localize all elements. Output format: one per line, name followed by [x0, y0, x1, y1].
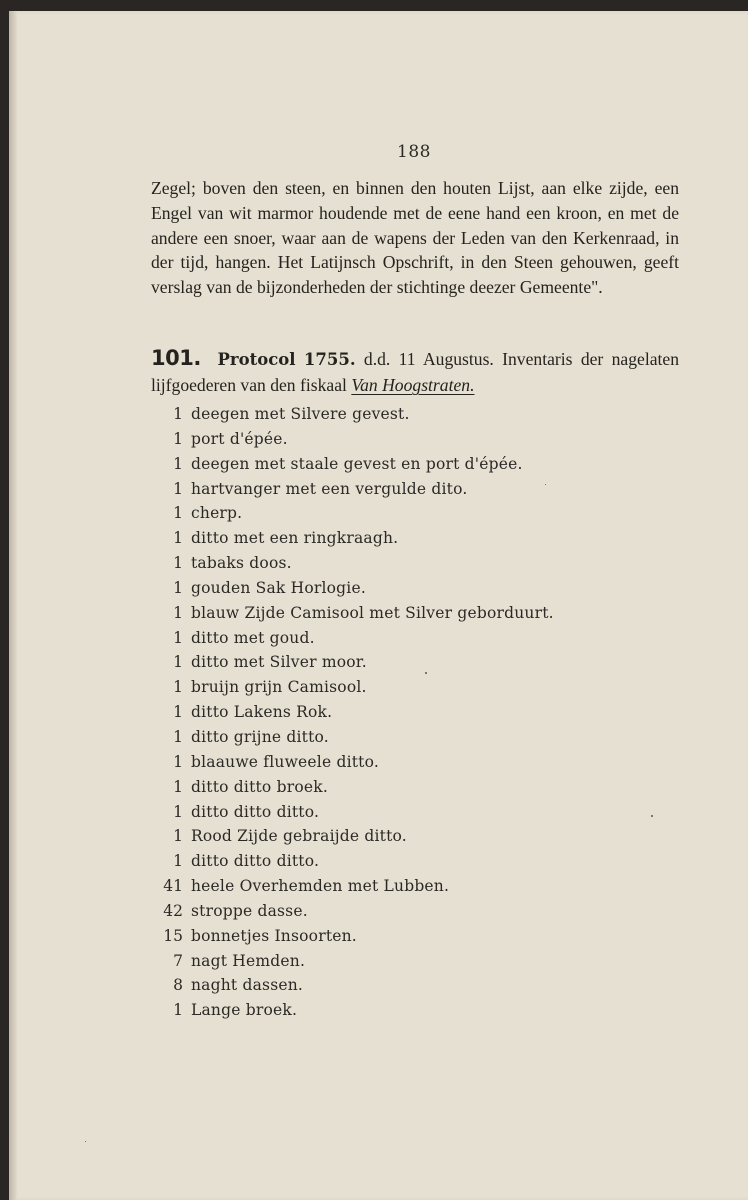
inventory-quantity: 1 — [173, 752, 183, 771]
inventory-description: gouden Sak Horlogie. — [191, 578, 366, 597]
protocol-year: 1755. — [303, 350, 356, 369]
inventory-description: Lange broek. — [191, 1001, 298, 1020]
inventory-description: port d'épée. — [191, 429, 288, 448]
inventory-description: ditto Lakens Rok. — [191, 703, 333, 722]
paper-speck — [425, 672, 427, 674]
inventory-item — [151, 626, 679, 651]
inventory-quantity: 1 — [173, 405, 183, 423]
inventory-item — [151, 824, 679, 849]
inventory-item — [151, 949, 679, 974]
inventory-quantity: 1 — [173, 454, 183, 473]
inventory-description: ditto met Silver moor. — [191, 653, 367, 672]
paper-speck — [545, 484, 546, 485]
inventory-item — [151, 725, 679, 750]
inventory-description: Rood Zijde gebraijde ditto. — [191, 827, 407, 846]
inventory-item — [151, 501, 679, 526]
inventory-description: blaauwe fluweele ditto. — [191, 752, 379, 771]
inventory-description: ditto ditto ditto. — [191, 802, 320, 821]
inventory-description: tabaks doos. — [191, 554, 292, 573]
inventory-item — [151, 477, 679, 502]
inventory-item — [151, 452, 679, 477]
inventory-item — [151, 775, 679, 800]
inventory-item — [151, 427, 679, 452]
inventory-description: ditto ditto broek. — [191, 777, 328, 796]
inventory-quantity: 41 — [163, 877, 183, 896]
section-text: d.d. 11 Augustus. Inventaris der nagelaten lijfgoederen van den fiskaal — [151, 349, 680, 395]
inventory-description: nagt Hemden. — [191, 951, 306, 970]
inventory-item — [151, 402, 679, 427]
inventory-item — [151, 849, 679, 874]
inventory-item — [151, 650, 679, 675]
inventory-quantity: 1 — [173, 578, 183, 597]
inventory-item — [151, 899, 679, 924]
inventory-description: ditto met goud. — [191, 628, 315, 647]
paper-speck — [85, 1141, 86, 1142]
inventory-item — [151, 750, 679, 775]
inventory-quantity: 7 — [173, 951, 183, 970]
inventory-item — [151, 526, 679, 551]
inventory-quantity: 1 — [173, 827, 183, 846]
inventory-description: deegen met staale gevest en port d'épée. — [191, 454, 523, 473]
inventory-description: bonnetjes Insoorten. — [191, 926, 357, 945]
inventory-quantity: 1 — [173, 504, 183, 523]
inventory-quantity: 1 — [173, 1001, 183, 1020]
inventory-description: deegen met Silvere gevest. — [191, 405, 410, 423]
inventory-description: bruijn grijn Camisool. — [191, 678, 367, 697]
inventory-quantity: 1 — [173, 554, 183, 573]
section-italic-name: Van Hoogstraten. — [351, 374, 475, 395]
inventory-description: hartvanger met een vergulde dito. — [191, 479, 468, 498]
inventory-item — [151, 576, 679, 601]
inventory-quantity: 1 — [173, 429, 183, 448]
inventory-quantity: 8 — [173, 976, 183, 995]
inventory-quantity: 1 — [173, 727, 183, 746]
page-spine-edge — [9, 11, 17, 1200]
inventory-item — [151, 924, 679, 949]
inventory-item — [151, 601, 679, 626]
inventory-quantity: 42 — [163, 901, 183, 920]
inventory-quantity: 1 — [173, 628, 183, 647]
inventory-quantity: 1 — [173, 777, 183, 796]
section-number: 101. — [151, 346, 201, 370]
inventory-quantity: 1 — [173, 703, 183, 722]
inventory-description: ditto met een ringkraagh. — [191, 529, 399, 548]
protocol-label: Protocol — [217, 350, 296, 369]
inventory-item — [151, 874, 679, 899]
inventory-quantity: 1 — [173, 529, 183, 548]
inventory-description: cherp. — [191, 504, 243, 523]
body-paragraph: Zegel; boven den steen, en binnen den houten Lijst, aan elke zijde, een Engel van wit marmor houdende met de eene hand een kroon, en met de andere een snoer, waar aan de wapens der Leden van den Kerkenraad, in der tijd, hangen. Het Latijnsch Opschrift, in den Steen gehouwen, geeft verslag van de bijzonderheden der stichtinge deezer Gemeente". — [151, 178, 679, 298]
inventory-item — [151, 973, 679, 998]
inventory-item — [151, 700, 679, 725]
inventory-quantity: 1 — [173, 479, 183, 498]
paper-speck — [651, 815, 653, 817]
section-heading — [151, 346, 679, 398]
inventory-quantity: 1 — [173, 653, 183, 672]
inventory-description: ditto grijne ditto. — [191, 727, 329, 746]
inventory-item — [151, 675, 679, 700]
inventory-description: heele Overhemden met Lubben. — [191, 877, 450, 896]
inventory-quantity: 1 — [173, 802, 183, 821]
inventory-quantity: 1 — [173, 603, 183, 622]
inventory-description: naght dassen. — [191, 976, 304, 995]
page-number: 188 — [397, 142, 431, 162]
inventory-item — [151, 998, 679, 1023]
inventory-quantity: 1 — [173, 678, 183, 697]
inventory-description: ditto ditto ditto. — [191, 852, 320, 871]
inventory-list — [151, 402, 679, 1023]
inventory-item — [151, 551, 679, 576]
inventory-description: stroppe dasse. — [191, 901, 308, 920]
inventory-description: blauw Zijde Camisool met Silver geborduurt. — [191, 603, 554, 622]
inventory-quantity: 1 — [173, 852, 183, 871]
inventory-quantity: 15 — [163, 926, 183, 945]
inventory-item — [151, 800, 679, 825]
